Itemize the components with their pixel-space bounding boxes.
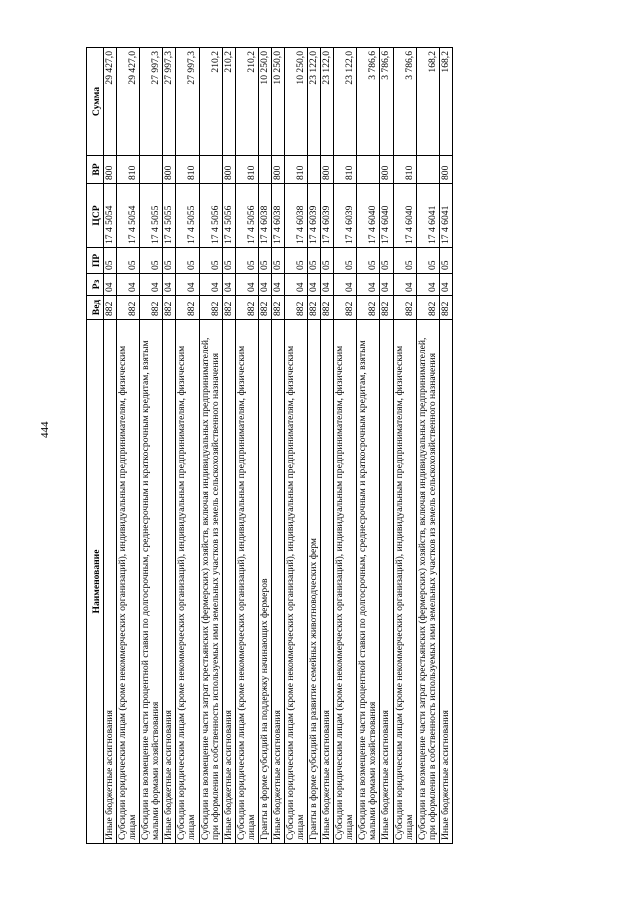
cell-rz: 04	[416, 274, 439, 296]
table-row	[380, 48, 393, 844]
cell-csr: 17 4 5055	[140, 184, 163, 248]
cell-pr: 05	[393, 248, 416, 274]
cell-csr: 17 4 6039	[334, 184, 357, 248]
table-row	[104, 48, 117, 844]
cell-name: Субсидии юридическим лицам (кроме некоммерческих организаций), индивидуальным предпринимателям, физическим лицам	[176, 320, 199, 844]
cell-ved: 882	[140, 296, 163, 320]
cell-rz: 04	[334, 274, 357, 296]
cell-rz: 04	[284, 274, 307, 296]
cell-vr	[357, 156, 380, 184]
cell-csr: 17 4 6038	[258, 184, 271, 248]
cell-csr: 17 4 5055	[163, 184, 176, 248]
cell-vr: 800	[163, 156, 176, 184]
cell-pr: 05	[321, 248, 334, 274]
cell-csr: 17 4 5056	[222, 184, 235, 248]
cell-rz: 04	[140, 274, 163, 296]
table-row	[439, 48, 452, 844]
cell-vr: 810	[284, 156, 307, 184]
cell-vr: 800	[380, 156, 393, 184]
cell-vr: 800	[321, 156, 334, 184]
budget-table	[86, 47, 453, 844]
cell-name: Иные бюджетные ассигнования	[439, 320, 452, 844]
cell-name: Иные бюджетные ассигнования	[104, 320, 117, 844]
cell-sum: 10 250,0	[258, 48, 271, 156]
cell-ved: 882	[258, 296, 271, 320]
cell-ved: 882	[104, 296, 117, 320]
table-row	[199, 48, 222, 844]
cell-rz: 04	[117, 274, 140, 296]
cell-name: Субсидии юридическим лицам (кроме некоммерческих организаций), индивидуальным предпринимателям, физическим лицам	[235, 320, 258, 844]
table-row	[321, 48, 334, 844]
cell-ved: 882	[334, 296, 357, 320]
page-number	[38, 421, 52, 445]
cell-name: Субсидии юридическим лицам (кроме некоммерческих организаций), индивидуальным предпринимателям, физическим лицам	[393, 320, 416, 844]
cell-ved: 882	[439, 296, 452, 320]
cell-csr: 17 4 5056	[199, 184, 222, 248]
table-row	[271, 48, 284, 844]
cell-pr: 05	[284, 248, 307, 274]
cell-rz: 04	[439, 274, 452, 296]
cell-sum: 27 997,3	[176, 48, 199, 156]
cell-rz: 04	[271, 274, 284, 296]
cell-rz: 04	[380, 274, 393, 296]
cell-sum: 23 122,0	[334, 48, 357, 156]
header-sum: Сумма	[87, 48, 104, 156]
table-header-row	[87, 48, 104, 844]
cell-name: Субсидии юридическим лицам (кроме некоммерческих организаций), индивидуальным предпринимателям, физическим лицам	[284, 320, 307, 844]
cell-pr: 05	[199, 248, 222, 274]
table-row	[416, 48, 439, 844]
cell-rz: 04	[321, 274, 334, 296]
cell-sum: 3 786,6	[380, 48, 393, 156]
cell-csr: 17 4 6038	[284, 184, 307, 248]
cell-sum: 27 997,3	[163, 48, 176, 156]
cell-pr: 05	[439, 248, 452, 274]
cell-vr: 800	[271, 156, 284, 184]
cell-ved: 882	[380, 296, 393, 320]
cell-name: Субсидии на возмещение части затрат крестьянских (фермерских) хозяйств, включая индивидуальных предпринимателей, при оформлении в собственность используемых ими земельных участков из земель сельскохозяйственного назначения	[416, 320, 439, 844]
cell-name: Иные бюджетные ассигнования	[271, 320, 284, 844]
cell-pr: 05	[357, 248, 380, 274]
table-row	[176, 48, 199, 844]
cell-rz: 04	[222, 274, 235, 296]
cell-name: Иные бюджетные ассигнования	[380, 320, 393, 844]
table-row	[117, 48, 140, 844]
cell-ved: 882	[117, 296, 140, 320]
cell-ved: 882	[235, 296, 258, 320]
cell-csr: 17 4 5054	[104, 184, 117, 248]
table-row	[308, 48, 321, 844]
cell-pr: 05	[258, 248, 271, 274]
table-row	[284, 48, 307, 844]
cell-pr: 05	[104, 248, 117, 274]
cell-rz: 04	[199, 274, 222, 296]
cell-csr: 17 4 6039	[308, 184, 321, 248]
cell-sum: 27 997,3	[140, 48, 163, 156]
cell-ved: 882	[321, 296, 334, 320]
cell-ved: 882	[271, 296, 284, 320]
table-row	[334, 48, 357, 844]
cell-sum: 10 250,0	[284, 48, 307, 156]
cell-csr: 17 4 5056	[235, 184, 258, 248]
header-ved: Вед	[87, 296, 104, 320]
cell-csr: 17 4 6040	[393, 184, 416, 248]
cell-pr: 05	[222, 248, 235, 274]
cell-rz: 04	[308, 274, 321, 296]
cell-rz: 04	[235, 274, 258, 296]
table-body	[104, 48, 453, 844]
rotated-table-container	[86, 48, 562, 844]
cell-vr: 810	[235, 156, 258, 184]
cell-ved: 882	[308, 296, 321, 320]
cell-pr: 05	[271, 248, 284, 274]
cell-name: Иные бюджетные ассигнования	[222, 320, 235, 844]
header-pr: ПР	[87, 248, 104, 274]
cell-sum: 168,2	[439, 48, 452, 156]
page-number-text: 444	[39, 421, 51, 438]
cell-ved: 882	[416, 296, 439, 320]
cell-rz: 04	[393, 274, 416, 296]
cell-pr: 05	[140, 248, 163, 274]
cell-name: Иные бюджетные ассигнования	[321, 320, 334, 844]
header-vr: ВР	[87, 156, 104, 184]
cell-name: Субсидии на возмещение части процентной ставки по долгосрочным, среднесрочным и краткосрочным кредитам, взятым малыми формами хозяйствования	[357, 320, 380, 844]
cell-ved: 882	[176, 296, 199, 320]
cell-pr: 05	[416, 248, 439, 274]
cell-pr: 05	[117, 248, 140, 274]
table-row	[393, 48, 416, 844]
table-row	[258, 48, 271, 844]
cell-vr	[308, 156, 321, 184]
table-row	[235, 48, 258, 844]
cell-csr: 17 4 6041	[416, 184, 439, 248]
cell-vr: 810	[176, 156, 199, 184]
cell-sum: 29 427,0	[117, 48, 140, 156]
cell-name: Субсидии юридическим лицам (кроме некоммерческих организаций), индивидуальным предпринимателям, физическим лицам	[334, 320, 357, 844]
table-row	[222, 48, 235, 844]
cell-sum: 3 786,6	[393, 48, 416, 156]
cell-csr: 17 4 6038	[271, 184, 284, 248]
cell-vr: 800	[222, 156, 235, 184]
cell-ved: 882	[357, 296, 380, 320]
table-row	[357, 48, 380, 844]
cell-pr: 05	[334, 248, 357, 274]
cell-pr: 05	[235, 248, 258, 274]
cell-rz: 04	[357, 274, 380, 296]
cell-ved: 882	[199, 296, 222, 320]
cell-vr: 810	[334, 156, 357, 184]
cell-csr: 17 4 6039	[321, 184, 334, 248]
cell-ved: 882	[163, 296, 176, 320]
cell-csr: 17 4 6040	[357, 184, 380, 248]
cell-ved: 882	[222, 296, 235, 320]
cell-csr: 17 4 6040	[380, 184, 393, 248]
cell-csr: 17 4 5055	[176, 184, 199, 248]
header-name: Наименование	[87, 320, 104, 844]
cell-sum: 168,2	[416, 48, 439, 156]
cell-vr	[258, 156, 271, 184]
cell-sum: 23 122,0	[308, 48, 321, 156]
cell-rz: 04	[104, 274, 117, 296]
cell-pr: 05	[308, 248, 321, 274]
cell-pr: 05	[163, 248, 176, 274]
cell-sum: 210,2	[222, 48, 235, 156]
cell-ved: 882	[393, 296, 416, 320]
cell-pr: 05	[176, 248, 199, 274]
cell-name: Субсидии юридическим лицам (кроме некоммерческих организаций), индивидуальным предпринимателям, физическим лицам	[117, 320, 140, 844]
cell-name: Гранты в форме субсидий на развитие семейных животноводческих ферм	[308, 320, 321, 844]
cell-vr	[140, 156, 163, 184]
table-row	[140, 48, 163, 844]
cell-name: Иные бюджетные ассигнования	[163, 320, 176, 844]
cell-name: Субсидии на возмещение части затрат крестьянских (фермерских) хозяйств, включая индивидуальных предпринимателей, при оформлении в собственность используемых ими земельных участков из земель сельскохозяйственного назначения	[199, 320, 222, 844]
table-row	[163, 48, 176, 844]
cell-sum: 29 427,0	[104, 48, 117, 156]
cell-csr: 17 4 5054	[117, 184, 140, 248]
cell-name: Субсидии на возмещение части процентной ставки по долгосрочным, среднесрочным и краткосрочным кредитам, взятым малыми формами хозяйствования	[140, 320, 163, 844]
cell-sum: 23 122,0	[321, 48, 334, 156]
cell-rz: 04	[176, 274, 199, 296]
cell-vr	[416, 156, 439, 184]
cell-rz: 04	[163, 274, 176, 296]
cell-pr: 05	[380, 248, 393, 274]
cell-csr: 17 4 6041	[439, 184, 452, 248]
header-csr: ЦСР	[87, 184, 104, 248]
cell-ved: 882	[284, 296, 307, 320]
cell-sum: 3 786,6	[357, 48, 380, 156]
cell-vr: 800	[439, 156, 452, 184]
cell-sum: 210,2	[199, 48, 222, 156]
header-rz: Рз	[87, 274, 104, 296]
cell-vr: 800	[104, 156, 117, 184]
cell-vr: 810	[393, 156, 416, 184]
cell-rz: 04	[258, 274, 271, 296]
cell-name: Гранты в форме субсидий на поддержку начинающих фермеров	[258, 320, 271, 844]
cell-vr	[199, 156, 222, 184]
cell-vr: 810	[117, 156, 140, 184]
cell-sum: 10 250,0	[271, 48, 284, 156]
cell-sum: 210,2	[235, 48, 258, 156]
